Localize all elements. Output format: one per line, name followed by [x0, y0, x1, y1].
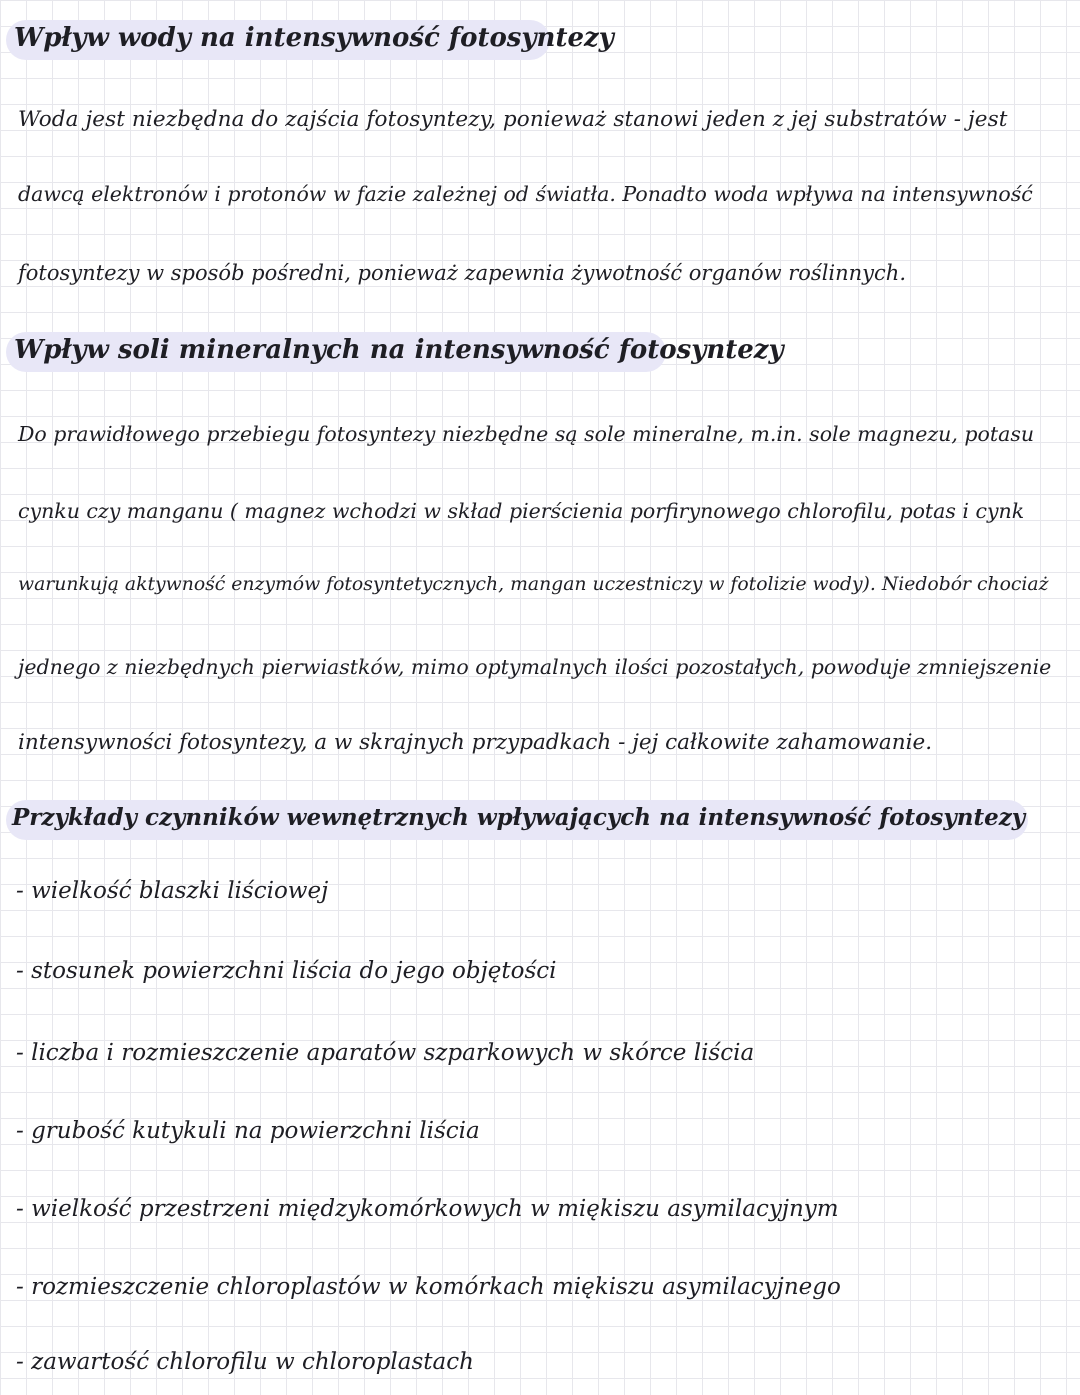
water-text-line: fotosyntezy w sposób pośredni, ponieważ zapewnia żywotność organów roślinnych.: [18, 261, 906, 285]
list-item: - grubość kutykuli na powierzchni liścia: [16, 1118, 480, 1144]
minerals-text-line: warunkują aktywność enzymów fotosyntetycznych, mangan uczestniczy w fotolizie wody). Niedobór chociaż: [18, 574, 1049, 595]
list-item: - zawartość chlorofilu w chloroplastach: [16, 1349, 474, 1375]
list-item: - liczba i rozmieszczenie aparatów szparkowych w skórce liścia: [16, 1040, 755, 1066]
heading-minerals: Wpływ soli mineralnych na intensywność fotosyntezy: [14, 335, 784, 365]
list-item: - stosunek powierzchni liścia do jego objętości: [16, 958, 557, 984]
water-text-line: Woda jest niezbędna do zajścia fotosyntezy, ponieważ stanowi jeden z jej substratów - jest: [18, 107, 1008, 132]
minerals-text-line: jednego z niezbędnych pierwiastków, mimo optymalnych ilości pozostałych, powoduje zmniejszenie: [18, 655, 1052, 679]
list-item: - wielkość przestrzeni międzykomórkowych w miękiszu asymilacyjnym: [16, 1196, 839, 1222]
heading-internal-factors: Przykłady czynników wewnętrznych wpływających na intensywność fotosyntezy: [12, 804, 1026, 831]
water-text-line: dawcą elektronów i protonów w fazie zależnej od światła. Ponadto woda wpływa na intensywność: [18, 182, 1033, 206]
minerals-text-line: intensywności fotosyntezy, a w skrajnych przypadkach - jej całkowite zahamowanie.: [18, 730, 933, 755]
minerals-text-line: cynku czy manganu ( magnez wchodzi w skład pierścienia porfirynowego chlorofilu, potas i cynk: [18, 499, 1025, 523]
heading-water: Wpływ wody na intensywność fotosyntezy: [14, 23, 614, 53]
list-item: - rozmieszczenie chloroplastów w komórkach miękiszu asymilacyjnego: [16, 1274, 841, 1300]
list-item: - wielkość blaszki liściowej: [16, 878, 329, 904]
minerals-text-line: Do prawidłowego przebiegu fotosyntezy niezbędne są sole mineralne, m.in. sole magnezu, potasu: [18, 422, 1035, 446]
